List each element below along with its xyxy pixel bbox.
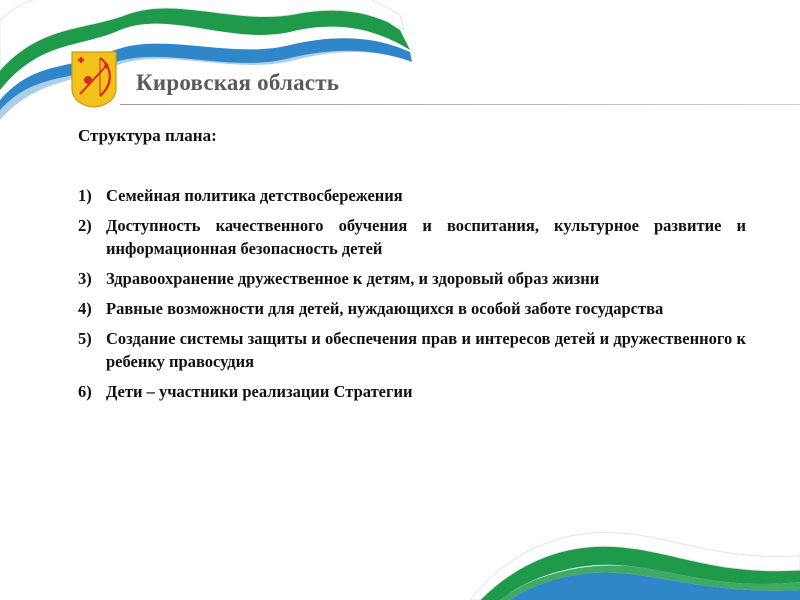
kirov-coat-of-arms-icon bbox=[70, 50, 118, 108]
region-title: Кировская область bbox=[136, 70, 340, 95]
list-item-number: 5) bbox=[78, 329, 92, 348]
flag-ribbon-top bbox=[0, 0, 440, 120]
plan-list bbox=[78, 184, 746, 403]
list-item-number: 2) bbox=[78, 216, 92, 235]
list-item-text: Семейная политика детствосбережения bbox=[106, 186, 403, 205]
flag-ribbon-bottom bbox=[470, 520, 800, 600]
list-item-text: Создание системы защиты и обеспечения прав и интересов детей и дружественного к ребенку правосудия bbox=[106, 329, 746, 371]
list-item-number: 6) bbox=[78, 382, 92, 401]
list-item bbox=[78, 380, 746, 403]
list-item-number: 4) bbox=[78, 299, 92, 318]
list-item bbox=[78, 184, 746, 207]
list-item bbox=[78, 297, 746, 320]
list-item-text: Дети – участники реализации Стратегии bbox=[106, 382, 413, 401]
list-item bbox=[78, 327, 746, 373]
plan-structure bbox=[78, 126, 746, 410]
list-item-text: Здравоохранение дружественное к детям, и здоровый образ жизни bbox=[106, 269, 600, 288]
list-item bbox=[78, 267, 746, 290]
plan-heading: Структура плана: bbox=[78, 126, 217, 145]
list-item bbox=[78, 214, 746, 260]
header-divider bbox=[120, 104, 800, 105]
list-item-number: 1) bbox=[78, 186, 92, 205]
list-item-number: 3) bbox=[78, 269, 92, 288]
list-item-text: Доступность качественного обучения и воспитания, культурное развитие и информационная безопасность детей bbox=[106, 216, 746, 258]
list-item-text: Равные возможности для детей, нуждающихся в особой заботе государства bbox=[106, 299, 664, 318]
